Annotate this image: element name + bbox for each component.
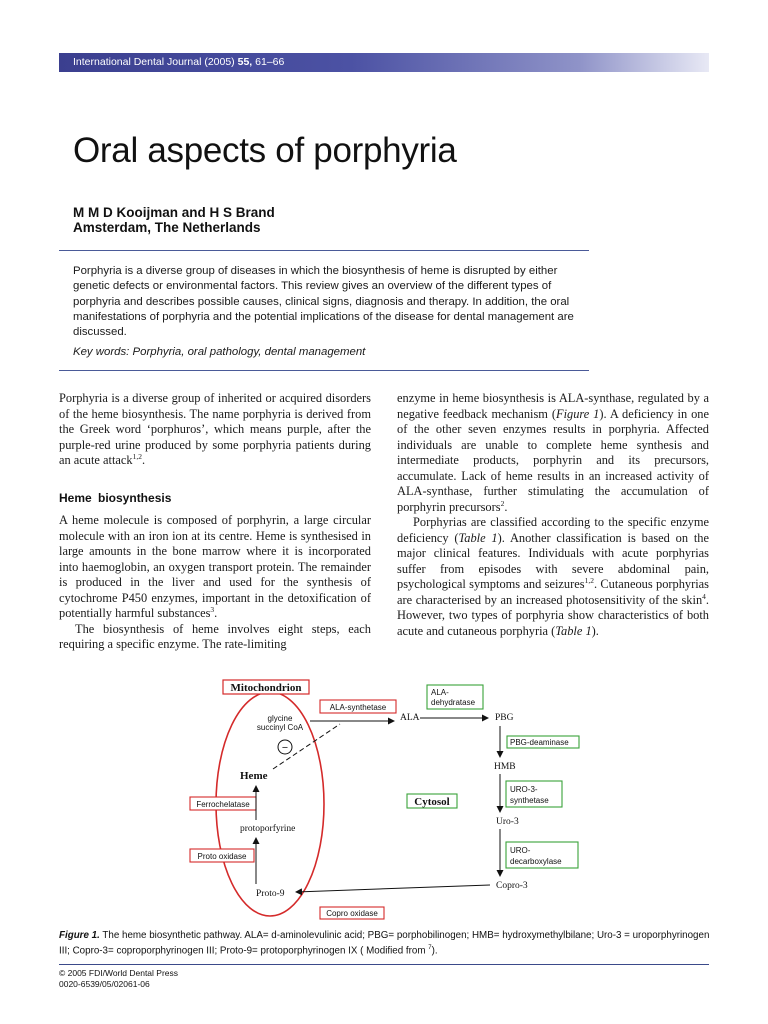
ala-dehydratase-label-2: dehydratase	[431, 698, 476, 707]
keywords: Key words: Porphyria, oral pathology, dental management	[73, 346, 366, 358]
inhibition-sign: −	[281, 742, 289, 754]
journal-header-bar	[59, 53, 709, 72]
mitochondrion-label: Mitochondrion	[230, 682, 302, 694]
protoporfyrine-label: protoporfyrine	[240, 824, 296, 834]
journal-citation: International Dental Journal (2005) 55, 61–66	[73, 56, 285, 68]
article-title: Oral aspects of porphyria	[73, 131, 457, 170]
hmb-label: HMB	[494, 762, 516, 772]
succinyl-coa-label: succinyl CoA	[256, 723, 304, 732]
pbg-deaminase-label: PBG-deaminase	[510, 738, 569, 747]
heme-label: Heme	[240, 770, 268, 782]
glycine-label: glycine	[267, 714, 293, 723]
ala-dehydratase-label-1: ALA-	[431, 688, 449, 697]
biosynthesis-paragraph: The biosynthesis of heme involves eight steps, each requiring a specific enzyme. The rate-limiting	[59, 621, 371, 651]
uro-decarboxylase-label-1: URO-	[510, 846, 531, 855]
rule-bottom	[59, 370, 589, 371]
arrow-copro3-to-proto9	[296, 885, 490, 892]
rate-limiting-paragraph: enzyme in heme biosynthesis is ALA-synthase, regulated by a negative feedback mechanism (Figure 1). A deficiency in one of the other seven enzymes results in porphyria. Affected individuals are unable to complete heme synthesis and intermediate products, porphyrin and its precursors, accumulate. Lack of heme results in an increased activity of ALA-synthase, further stimulating the accumulation of porphyrin precursors$^2$.	[397, 391, 709, 514]
figure-caption: Figure 1. The heme biosynthetic pathway. ALA= d-aminolevulinic acid; PBG= porphobilinogen; HMB= hydroxymethylbilane; Uro-3 = uroporphyrinogen III; Copro-3= coproporphyrinogen III; Proto-9= protoporphyrinogen IX ( Modified from $^7$).	[59, 930, 710, 957]
body-left-column-top	[59, 391, 371, 469]
rule-top	[59, 250, 589, 251]
author-affiliation: Amsterdam, The Netherlands	[73, 220, 261, 235]
classification-paragraph: Porphyrias are classified according to the specific enzyme deficiency (Table 1). Another classification is based on the major clinical features. Individuals with acute porphyrias suffer from episodes with severe abdominal pain, psychological symptoms and seizures$^{1,2}$. Cutaneous porphyrias are characterised by an increased photosensitivity of the skin$^4$. However, two types of porphyria show characteristics of both acute and cutaneous porphyria (Table 1).	[397, 515, 709, 638]
intro-paragraph: Porphyria is a diverse group of inherited or acquired disorders of the heme biosynthesis. The name porphyria is derived from the Greek word ‘porphuros’, which means purple, after the purple-red urine produced by some porphyria patients during an acute attack$^{1,2}$.	[59, 391, 371, 467]
heme-paragraph: A heme molecule is composed of porphyrin, a large circular molecule with an iron ion at its centre. Heme is synthesised in large amounts in the bone marrow where it is incorporated into haemoglobin, an oxygen transport protein. The remainder is produced in the liver and used for the synthesis of cytochrome P450 enzymes, important in the detoxification of potentially harmful substances$^3$.	[59, 513, 371, 620]
copro-oxidase-label: Copro oxidase	[326, 909, 378, 918]
proto-oxidase-label: Proto oxidase	[197, 852, 247, 861]
ala-synthetase-label: ALA-synthetase	[329, 703, 387, 712]
ferrochelatase-label: Ferrochelatase	[196, 800, 250, 809]
uro3-synthetase-label-1: URO-3-	[510, 785, 538, 794]
body-left-column-bottom	[59, 513, 371, 653]
abstract: Porphyria is a diverse group of diseases in which the biosynthesis of heme is disrupted by either genetic defects or environmental factors. This review gives an overview of the different types of porphyria and describes possible causes, clinical signs, diagnosis and therapy. In addition, the oral manifestations of porphyria and the potential implications of the disease for dental management are discussed.	[73, 265, 574, 339]
issn-code: 0020-6539/05/02061-06	[59, 979, 150, 989]
heme-pathway-diagram	[180, 676, 600, 922]
uro3-label: Uro-3	[496, 817, 519, 827]
ala-label: ALA	[400, 713, 420, 723]
footer-rule	[59, 964, 709, 965]
copyright-line: © 2005 FDI/World Dental Press	[59, 968, 179, 978]
body-right-column	[397, 391, 709, 639]
uro3-synthetase-label-2: synthetase	[510, 796, 549, 805]
section-heading-heme-biosynthesis: Heme biosynthesis	[59, 491, 172, 505]
copro3-label: Copro-3	[496, 881, 528, 891]
cytosol-label: Cytosol	[414, 796, 450, 808]
proto9-label: Proto-9	[256, 889, 285, 899]
pbg-label: PBG	[495, 713, 514, 723]
uro-decarboxylase-label-2: decarboxylase	[510, 857, 562, 866]
author-names: M M D Kooijman and H S Brand	[73, 205, 275, 220]
